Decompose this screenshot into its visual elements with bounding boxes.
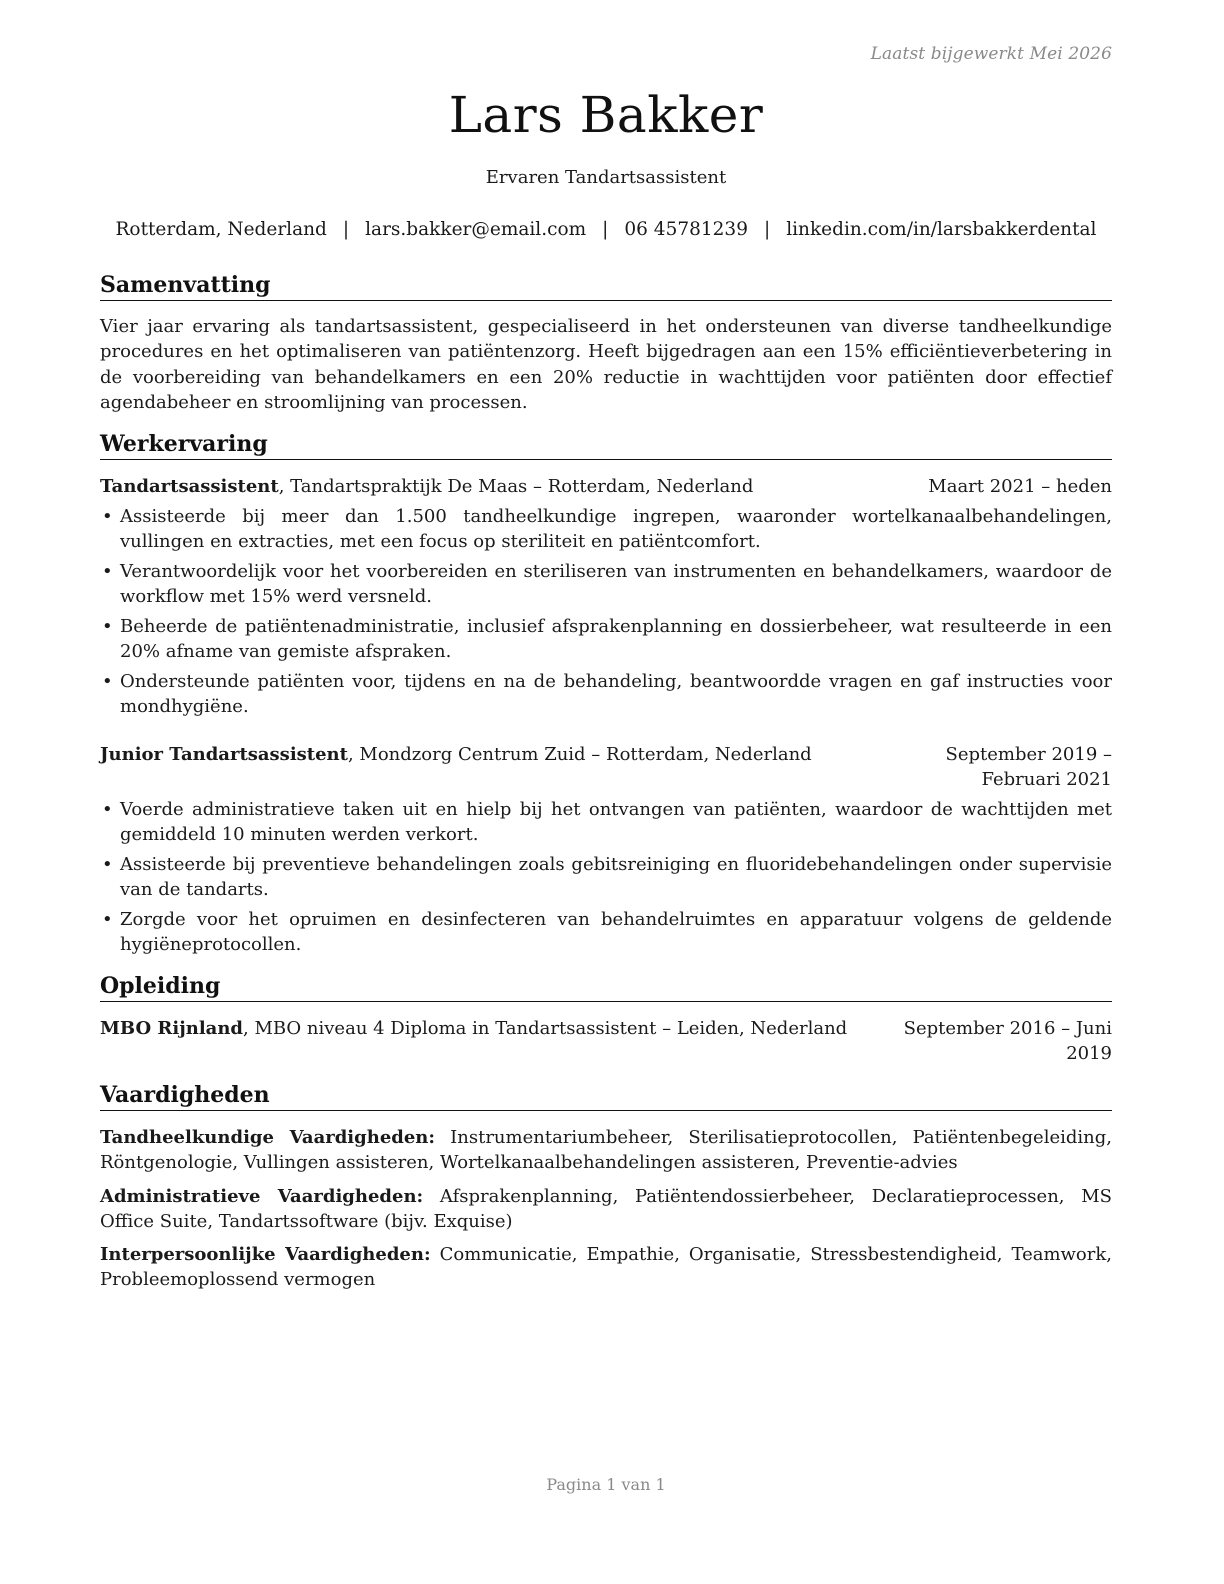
list-item: • Verantwoordelijk voor het voorbereiden en steriliseren van instrumenten en behandelkamers, waardoor de workflow met 15% werd versneld. <box>100 559 1112 609</box>
job-role-line <box>100 474 753 499</box>
contact-email[interactable]: lars.bakker@email.com <box>365 219 587 240</box>
contact-linkedin[interactable]: linkedin.com/in/larsbakkerdental <box>786 219 1097 240</box>
list-item: • Ondersteunde patiënten voor, tijdens en na de behandeling, beantwoordde vragen en gaf instructies voor mondhygiëne. <box>100 669 1112 719</box>
education-line <box>100 1016 847 1041</box>
list-item: • Assisteerde bij preventieve behandelingen zoals gebitsreiniging en fluoridebehandelingen onder supervisie van de tandarts. <box>100 852 1112 902</box>
job-employer: , Mondzorg Centrum Zuid – Rotterdam, Nederland <box>347 744 812 765</box>
section-title-skills: Vaardigheden <box>100 1081 1112 1111</box>
list-item: • Beheerde de patiëntenadministratie, inclusief afsprakenplanning en dossierbeheer, wat resulteerde in een 20% afname van gemiste afspraken. <box>100 614 1112 664</box>
candidate-name: Lars Bakker <box>448 86 764 144</box>
skill-group <box>100 1242 1112 1292</box>
job-role-line <box>100 742 812 767</box>
page-number: Pagina 1 van 1 <box>546 1475 666 1494</box>
skill-list: Instrumentariumbeheer, Sterilisatieprotocollen, Patiëntenbegeleiding, Röntgenologie, Vullingen assisteren, Wortelkanaalbehandelingen assisteren, Preventie-advies <box>100 1127 1112 1173</box>
job-dates: Maart 2021 – heden <box>928 476 1112 497</box>
skill-label: Tandheelkundige Vaardigheden: <box>100 1127 436 1148</box>
job-dates: September 2019 – Februari 2021 <box>945 744 1112 790</box>
contact-line <box>100 219 1112 240</box>
section-title-education: Opleiding <box>100 972 1112 1002</box>
job-role: Junior Tandartsassistent <box>100 744 348 765</box>
list-item: • Assisteerde bij meer dan 1.500 tandheelkundige ingrepen, waaronder wortelkanaalbehandelingen, vullingen en extracties, met een focus op steriliteit en patiëntcomfort. <box>100 504 1112 554</box>
job-role: Tandartsassistent <box>100 476 279 497</box>
resume-page <box>100 0 1112 1584</box>
contact-separator: | <box>342 219 350 240</box>
contact-separator: | <box>763 219 771 240</box>
education-dates: September 2016 – Juni 2019 <box>903 1018 1112 1064</box>
job-title: Ervaren Tandartsassistent <box>485 167 727 188</box>
list-item: • Voerde administratieve taken uit en hielp bij het ontvangen van patiënten, waardoor de wachttijden met gemiddeld 10 minuten werden verkort. <box>100 797 1112 847</box>
skill-label: Administratieve Vaardigheden: <box>100 1186 424 1207</box>
list-item: • Zorgde voor het opruimen en desinfecteren van behandelruimtes en apparatuur volgens de geldende hygiëneprotocollen. <box>100 907 1112 957</box>
job-bullets <box>100 797 1112 962</box>
skill-list: Communicatie, Empathie, Organisatie, Stressbestendigheid, Teamwork, Probleemoplossend vermogen <box>100 1244 1112 1290</box>
skill-label: Interpersoonlijke Vaardigheden: <box>100 1244 431 1265</box>
last-updated: Laatst bijgewerkt Mei 2026 <box>870 44 1112 64</box>
education-degree: , MBO niveau 4 Diploma in Tandartsassistent – Leiden, Nederland <box>243 1018 848 1039</box>
section-title-experience: Werkervaring <box>100 430 1112 460</box>
job-bullets <box>100 504 1112 724</box>
education-school: MBO Rijnland <box>100 1018 243 1039</box>
contact-phone: 06 45781239 <box>624 219 748 240</box>
skill-group <box>100 1125 1112 1175</box>
skill-list: Afsprakenplanning, Patiëntendossierbeheer, Declaratieprocessen, MS Office Suite, Tandartssoftware (bijv. Exquise) <box>100 1186 1112 1232</box>
job-employer: , Tandartspraktijk De Maas – Rotterdam, Nederland <box>278 476 754 497</box>
summary-text: Vier jaar ervaring als tandartsassistent, gespecialiseerd in het ondersteunen van diverse tandheelkundige procedures en het optimaliseren van patiëntenzorg. Heeft bijgedragen aan een 15% efficiëntieverbetering in de voorbereiding van behandelkamers en een 20% reductie in wachttijden voor patiënten door effectief agendabeheer en stroomlijning van processen. <box>100 316 1112 413</box>
contact-location: Rotterdam, Nederland <box>115 219 327 240</box>
contact-separator: | <box>602 219 609 240</box>
skill-group <box>100 1184 1112 1234</box>
section-title-summary: Samenvatting <box>100 271 1112 301</box>
